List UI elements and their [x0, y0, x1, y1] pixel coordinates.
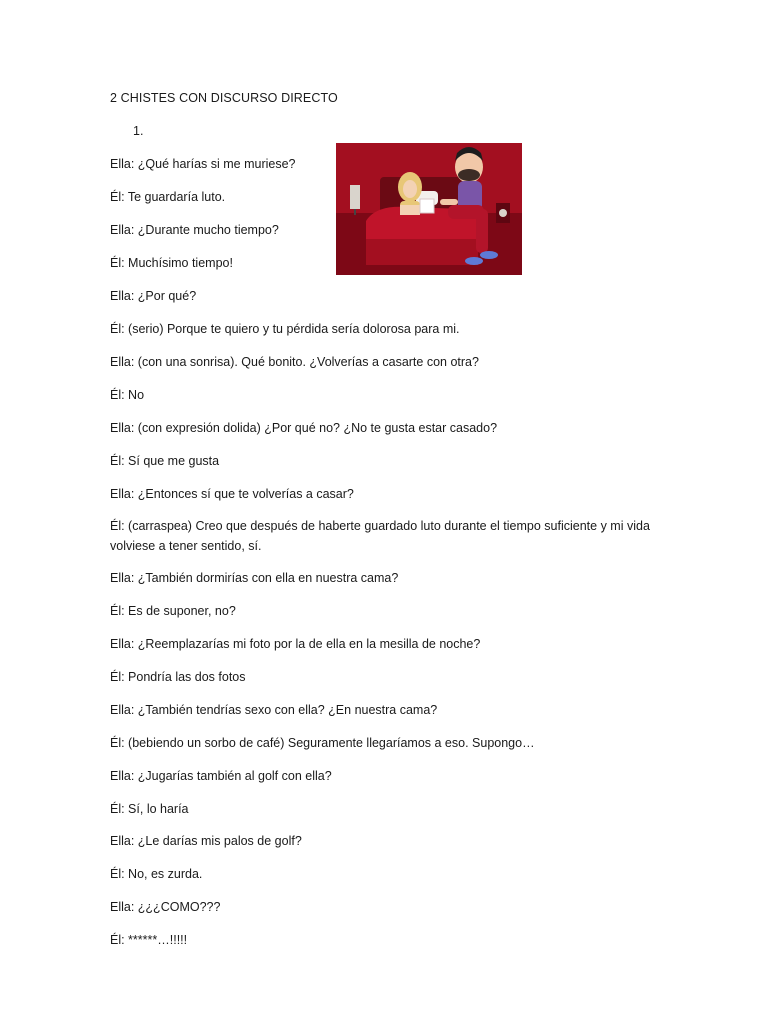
- dialogue-line: Él: No, es zurda.: [110, 867, 203, 881]
- dialogue-line: Ella: (con una sonrisa). Qué bonito. ¿Volverías a casarte con otra?: [110, 355, 479, 369]
- dialogue-line: Él: Sí que me gusta: [110, 454, 220, 468]
- dialogue-line: Él: Muchísimo tiempo!: [110, 256, 233, 270]
- dialogue-line: Ella: ¿También dormirías con ella en nuestra cama?: [110, 571, 399, 585]
- cartoon-bedroom-image: [336, 143, 522, 275]
- dialogue-line: Ella: ¿Entonces sí que te volverías a casar?: [110, 487, 354, 501]
- dialogue-line: Él: ******…!!!!!: [110, 933, 188, 947]
- list-number: 1.: [133, 124, 144, 138]
- document-heading: 2 CHISTES CON DISCURSO DIRECTO: [110, 91, 338, 105]
- dialogue-line: Él: No: [110, 388, 145, 402]
- dialogue-line: Ella: ¿Jugarías también al golf con ella?: [110, 769, 332, 783]
- dialogue-line: Ella: ¿Qué harías si me muriese?: [110, 157, 296, 171]
- dialogue-line: Él: Te guardaría luto.: [110, 190, 226, 204]
- dialogue-line: Ella: ¿Por qué?: [110, 289, 197, 303]
- dialogue-line: Él: Pondría las dos fotos: [110, 670, 246, 684]
- dialogue-line: Ella: ¿Reemplazarías mi foto por la de ella en la mesilla de noche?: [110, 637, 481, 651]
- dialogue-line: Ella: ¿Le darías mis palos de golf?: [110, 834, 302, 848]
- dialogue-line: Él: Sí, lo haría: [110, 802, 189, 816]
- dialogue-line: Ella: ¿Durante mucho tiempo?: [110, 223, 279, 237]
- dialogue-line: Él: (serio) Porque te quiero y tu pérdida sería dolorosa para mi.: [110, 322, 460, 336]
- dialogue-line: Él: Es de suponer, no?: [110, 604, 236, 618]
- dialogue-line: Él: (carraspea) Creo que después de haberte guardado luto durante el tiempo suficiente y mi vida volviese a tener sentido, sí.: [110, 519, 650, 553]
- dialogue-line: Él: (bebiendo un sorbo de café) Seguramente llegaríamos a eso. Supongo…: [110, 736, 535, 750]
- dialogue-line: Ella: ¿¿¿COMO???: [110, 900, 221, 914]
- dialogue-line: Ella: (con expresión dolida) ¿Por qué no? ¿No te gusta estar casado?: [110, 421, 498, 435]
- dialogue-line: Ella: ¿También tendrías sexo con ella? ¿En nuestra cama?: [110, 703, 438, 717]
